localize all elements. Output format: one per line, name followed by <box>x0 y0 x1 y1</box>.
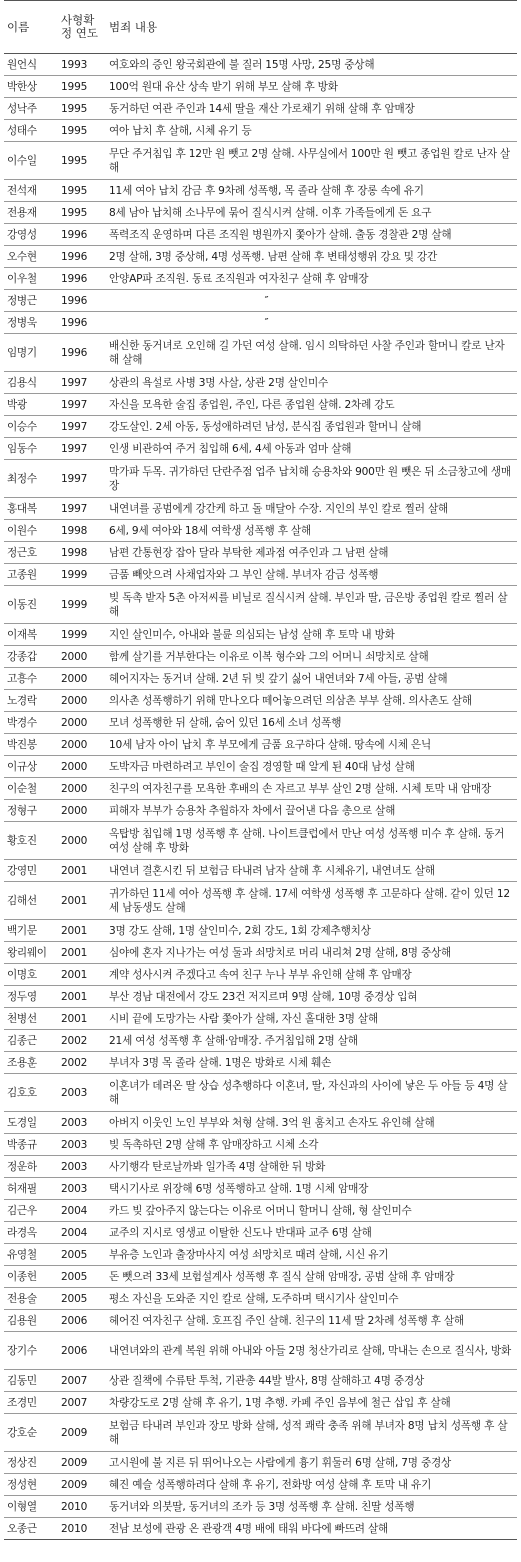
table-row <box>4 98 517 120</box>
table-row <box>4 334 517 372</box>
table-row <box>4 1112 517 1134</box>
cell-desc: 여호와의 증인 왕국회관에 불 질러 15명 사망, 25명 중상해 <box>106 54 517 76</box>
cell-desc: 빚 독촉하던 2명 살해 후 암매장하고 시체 소각 <box>106 1134 517 1156</box>
cell-name: 이순철 <box>4 778 58 800</box>
header-desc: 범죄 내용 <box>106 1 517 54</box>
cell-desc: 막가파 두목. 귀가하던 단란주점 업주 납치해 승용차와 900만 원 뺏은 뒤 소금창고에 생매장 <box>106 460 517 498</box>
table-row <box>4 1266 517 1288</box>
cell-name: 고흥수 <box>4 668 58 690</box>
cell-desc: 2명 살해, 3명 중상해, 4명 성폭행. 남편 살해 후 변태성행위 강요 및 강간 <box>106 246 517 268</box>
cell-desc: 아버지 이웃인 노인 부부와 처형 살해. 3억 원 훔치고 손자도 유인해 살해 <box>106 1112 517 1134</box>
cell-desc: 부녀자 3명 목 졸라 살해. 1명은 방화로 시체 훼손 <box>106 1052 517 1074</box>
cell-desc: 헤어진 여자친구 살해. 호프집 주인 살해. 친구의 11세 딸 2차례 성폭행 후 살해 <box>106 1310 517 1332</box>
table-row <box>4 920 517 942</box>
table-row <box>4 712 517 734</box>
cell-name: 김근우 <box>4 1200 58 1222</box>
table-row <box>4 1222 517 1244</box>
table-row <box>4 756 517 778</box>
cell-desc: 21세 여성 성폭행 후 살해·암매장. 주거침입해 2명 살해 <box>106 1030 517 1052</box>
cell-name: 이명호 <box>4 964 58 986</box>
cell-year: 1999 <box>58 586 106 624</box>
table-row <box>4 690 517 712</box>
cell-desc: 이혼녀가 데려온 딸 상습 성추행하다 이혼녀, 딸, 자신과의 사이에 낳은 두 아들 등 4명 살해 <box>106 1074 517 1112</box>
cell-name: 강호순 <box>4 1414 58 1452</box>
cell-desc: 보험금 타내려 부인과 장모 방화 살해, 성적 쾌락 충족 위해 부녀자 8명 납치 성폭행 후 살해 <box>106 1414 517 1452</box>
cell-year: 1996 <box>58 224 106 246</box>
cell-desc: 상관 질책에 수류탄 투척, 기관총 44발 발사, 8명 살해하고 4명 중경상 <box>106 1370 517 1392</box>
cell-name: 홍대복 <box>4 498 58 520</box>
cell-desc: 10세 남자 아이 납치 후 부모에게 금품 요구하다 살해. 땅속에 시체 은닉 <box>106 734 517 756</box>
cell-year: 2000 <box>58 756 106 778</box>
cell-name: 최정수 <box>4 460 58 498</box>
cell-year: 2009 <box>58 1452 106 1474</box>
cell-name: 도경일 <box>4 1112 58 1134</box>
cell-year: 2006 <box>58 1332 106 1370</box>
death-row-table-sheet <box>4 0 517 1540</box>
table-row <box>4 224 517 246</box>
table-row <box>4 520 517 542</box>
cell-desc: 도박자금 마련하려고 부인이 술집 경영할 때 알게 된 40대 남성 살해 <box>106 756 517 778</box>
cell-name: 이우철 <box>4 268 58 290</box>
cell-name: 정병욱 <box>4 312 58 334</box>
cell-name: 전용재 <box>4 202 58 224</box>
cell-year: 2003 <box>58 1112 106 1134</box>
cell-name: 박광 <box>4 394 58 416</box>
cell-year: 2000 <box>58 800 106 822</box>
table-row <box>4 268 517 290</box>
cell-year: 1995 <box>58 202 106 224</box>
table-row <box>4 646 517 668</box>
table-row <box>4 1332 517 1370</box>
cell-name: 정두영 <box>4 986 58 1008</box>
cell-name: 김용식 <box>4 372 58 394</box>
cell-name: 박종규 <box>4 1134 58 1156</box>
cell-desc: 강도살인. 2세 아동, 동성애하려던 남성, 분식집 종업원과 할머니 살해 <box>106 416 517 438</box>
cell-desc: 안양AP파 조직원. 동료 조직원과 여자친구 살해 후 암매장 <box>106 268 517 290</box>
cell-desc: 6세, 9세 여아와 18세 여학생 성폭행 후 살해 <box>106 520 517 542</box>
cell-name: 이재복 <box>4 624 58 646</box>
table-row <box>4 778 517 800</box>
cell-year: 2003 <box>58 1134 106 1156</box>
table-row <box>4 860 517 882</box>
table-row <box>4 1030 517 1052</box>
cell-year: 1997 <box>58 394 106 416</box>
cell-name: 김용원 <box>4 1310 58 1332</box>
cell-name: 정근호 <box>4 542 58 564</box>
cell-name: 전석재 <box>4 180 58 202</box>
cell-name: 김해선 <box>4 882 58 920</box>
cell-desc: 심야에 혼자 지나가는 여성 둘과 쇠망치로 머리 내리쳐 2명 살해, 8명 중상해 <box>106 942 517 964</box>
cell-year: 1997 <box>58 460 106 498</box>
cell-desc: 100억 원대 유산 상속 받기 위해 부모 살해 후 방화 <box>106 76 517 98</box>
cell-name: 라경옥 <box>4 1222 58 1244</box>
cell-name: 조경민 <box>4 1392 58 1414</box>
cell-year: 2001 <box>58 964 106 986</box>
table-row <box>4 1200 517 1222</box>
cell-desc: 돈 뺏으려 33세 보험설계사 성폭행 후 질식 살해 암매장, 공범 살해 후 암매장 <box>106 1266 517 1288</box>
cell-desc: 함께 살기를 거부한다는 이유로 이복 형수와 그의 어머니 쇠망치로 살해 <box>106 646 517 668</box>
cell-year: 1996 <box>58 334 106 372</box>
cell-desc: 헤어지자는 동거녀 살해. 2년 뒤 빚 갚기 싫어 내연녀와 7세 아들, 공범 살해 <box>106 668 517 690</box>
table-row <box>4 1008 517 1030</box>
cell-year: 2000 <box>58 712 106 734</box>
cell-name: 유영철 <box>4 1244 58 1266</box>
cell-name: 이종헌 <box>4 1266 58 1288</box>
table-row <box>4 964 517 986</box>
cell-name: 강영성 <box>4 224 58 246</box>
table-row <box>4 1178 517 1200</box>
cell-desc: 부산 경남 대전에서 강도 23건 저지르며 9명 살해, 10명 중경상 입혀 <box>106 986 517 1008</box>
cell-name: 정성현 <box>4 1474 58 1496</box>
cell-name: 고종원 <box>4 564 58 586</box>
table-row <box>4 668 517 690</box>
table-row <box>4 1134 517 1156</box>
table-row <box>4 586 517 624</box>
cell-desc: 내연녀 결혼시킨 뒤 보험금 타내려 남자 살해 후 시체유기, 내연녀도 살해 <box>106 860 517 882</box>
cell-desc: 3명 강도 살해, 1명 살인미수, 2회 강도, 1회 강제추행치상 <box>106 920 517 942</box>
cell-desc: 상관의 욕설로 사병 3명 사살, 상관 2명 살인미수 <box>106 372 517 394</box>
ditto-mark: ″ <box>264 316 269 329</box>
cell-desc: 8세 남아 납치해 소나무에 묶어 질식시켜 살해. 이후 가족들에게 돈 요구 <box>106 202 517 224</box>
cell-year: 2003 <box>58 1178 106 1200</box>
cell-name: 정상진 <box>4 1452 58 1474</box>
table-row <box>4 1496 517 1518</box>
cell-year: 2007 <box>58 1392 106 1414</box>
cell-name: 원언식 <box>4 54 58 76</box>
cell-desc: 의사촌 성폭행하기 위해 만나오다 떼어놓으려던 의삼촌 부부 살해. 의사촌도 살해 <box>106 690 517 712</box>
cell-desc <box>106 290 517 312</box>
cell-desc: 배신한 동거녀로 오인해 길 가던 여성 살해. 임시 의탁하던 사찰 주인과 할머니 칼로 난자해 살해 <box>106 334 517 372</box>
table-row <box>4 76 517 98</box>
cell-year: 2010 <box>58 1518 106 1540</box>
cell-desc: 지인 살인미수, 아내와 불륜 의심되는 남성 살해 후 토막 내 방화 <box>106 624 517 646</box>
cell-name: 성태수 <box>4 120 58 142</box>
cell-year: 1999 <box>58 564 106 586</box>
cell-year: 2000 <box>58 822 106 860</box>
cell-year: 2009 <box>58 1414 106 1452</box>
table-header <box>4 1 517 54</box>
table-row <box>4 986 517 1008</box>
cell-year: 2001 <box>58 920 106 942</box>
table-row <box>4 1074 517 1112</box>
cell-year: 2005 <box>58 1266 106 1288</box>
table-row <box>4 312 517 334</box>
cell-desc: 11세 여아 납치 감금 후 9차례 성폭행, 목 졸라 살해 후 장롱 속에 유기 <box>106 180 517 202</box>
cell-year: 1999 <box>58 624 106 646</box>
cell-year: 1997 <box>58 438 106 460</box>
table-row <box>4 1052 517 1074</box>
cell-desc: 내연녀와의 관계 복원 위해 아내와 아들 2명 청산가리로 살해, 막내는 손으로 질식사, 방화 <box>106 1332 517 1370</box>
cell-name: 박진봉 <box>4 734 58 756</box>
cell-name: 정병근 <box>4 290 58 312</box>
cell-desc: 피해자 부부가 승용차 추월하자 차에서 끌어낸 다음 총으로 살해 <box>106 800 517 822</box>
cell-desc: 금품 빼앗으려 사채업자와 그 부인 살해. 부녀자 감금 성폭행 <box>106 564 517 586</box>
cell-year: 2004 <box>58 1222 106 1244</box>
cell-name: 백기문 <box>4 920 58 942</box>
cell-name: 강종갑 <box>4 646 58 668</box>
cell-name: 허재필 <box>4 1178 58 1200</box>
cell-year: 2000 <box>58 668 106 690</box>
cell-desc: 빚 독촉 받자 5촌 아저씨를 비닐로 질식시켜 살해. 부인과 딸, 금은방 종업원 칼로 찔러 살해 <box>106 586 517 624</box>
table-row <box>4 246 517 268</box>
cell-year: 1995 <box>58 180 106 202</box>
table-row <box>4 1414 517 1452</box>
cell-desc: 사기행각 탄로날까봐 일가족 4명 살해한 뒤 방화 <box>106 1156 517 1178</box>
cell-year: 1995 <box>58 120 106 142</box>
cell-desc: 카드 빚 갚아주지 않는다는 이유로 어머니 할머니 살해, 형 살인미수 <box>106 1200 517 1222</box>
cell-year: 2002 <box>58 1030 106 1052</box>
cell-year: 2006 <box>58 1310 106 1332</box>
header-name: 이름 <box>4 1 58 54</box>
cell-name: 왕리웨이 <box>4 942 58 964</box>
cell-year: 1997 <box>58 498 106 520</box>
table-row <box>4 942 517 964</box>
cell-year: 2005 <box>58 1288 106 1310</box>
ditto-mark: ″ <box>264 294 269 307</box>
table-row <box>4 416 517 438</box>
cell-year: 1996 <box>58 312 106 334</box>
cell-desc: 교주의 지시로 영생교 이탈한 신도나 반대파 교주 6명 살해 <box>106 1222 517 1244</box>
cell-year: 2000 <box>58 778 106 800</box>
table-row <box>4 180 517 202</box>
death-row-table <box>4 0 517 1540</box>
cell-name: 이형열 <box>4 1496 58 1518</box>
table-row <box>4 438 517 460</box>
cell-year: 2003 <box>58 1074 106 1112</box>
table-row <box>4 564 517 586</box>
cell-name: 성낙주 <box>4 98 58 120</box>
cell-name: 김호호 <box>4 1074 58 1112</box>
cell-name: 김동민 <box>4 1370 58 1392</box>
header-row <box>4 1 517 54</box>
header-year: 사형확정 연도 <box>58 1 106 54</box>
cell-year: 2000 <box>58 646 106 668</box>
cell-desc: 시비 끝에 도망가는 사람 쫓아가 살해, 자신 홀대한 3명 살해 <box>106 1008 517 1030</box>
cell-name: 오종근 <box>4 1518 58 1540</box>
cell-name: 이원수 <box>4 520 58 542</box>
cell-name: 오수현 <box>4 246 58 268</box>
cell-year: 2001 <box>58 942 106 964</box>
table-row <box>4 142 517 180</box>
cell-year: 2010 <box>58 1496 106 1518</box>
table-row <box>4 1452 517 1474</box>
cell-desc: 친구의 여자친구를 모욕한 후배의 손 자르고 부부 살인 2명 살해. 시체 토막 내 암매장 <box>106 778 517 800</box>
cell-desc <box>106 312 517 334</box>
cell-year: 1998 <box>58 542 106 564</box>
cell-year: 1997 <box>58 416 106 438</box>
cell-desc: 계약 성사시켜 주겠다고 속여 친구 누나 부부 유인해 살해 후 암매장 <box>106 964 517 986</box>
cell-year: 1993 <box>58 54 106 76</box>
cell-desc: 평소 자신을 도와준 지인 칼로 살해, 도주하며 택시기사 살인미수 <box>106 1288 517 1310</box>
cell-desc: 택시기사로 위장해 6명 성폭행하고 살해. 1명 시체 암매장 <box>106 1178 517 1200</box>
cell-year: 1995 <box>58 76 106 98</box>
cell-desc: 차량강도로 2명 살해 후 유기, 1명 추행. 카페 주인 음부에 철근 삽입 후 살해 <box>106 1392 517 1414</box>
table-row <box>4 882 517 920</box>
table-row <box>4 1310 517 1332</box>
cell-name: 황호진 <box>4 822 58 860</box>
cell-year: 2005 <box>58 1244 106 1266</box>
cell-name: 전용술 <box>4 1288 58 1310</box>
table-body <box>4 54 517 1540</box>
table-row <box>4 202 517 224</box>
table-row <box>4 498 517 520</box>
table-row <box>4 800 517 822</box>
table-row <box>4 54 517 76</box>
table-row <box>4 1244 517 1266</box>
cell-desc: 동거하던 여관 주인과 14세 딸을 재산 가로채기 위해 살해 후 암매장 <box>106 98 517 120</box>
cell-year: 2000 <box>58 734 106 756</box>
table-row <box>4 290 517 312</box>
cell-year: 1996 <box>58 246 106 268</box>
table-row <box>4 394 517 416</box>
cell-desc: 귀가하던 11세 여아 성폭행 후 살해. 17세 여학생 성폭행 후 고문하다 살해. 같이 있던 12세 남동생도 살해 <box>106 882 517 920</box>
cell-name: 이수일 <box>4 142 58 180</box>
cell-desc: 동거녀와 의붓딸, 동거녀의 조카 등 3명 성폭행 후 살해. 친딸 성폭행 <box>106 1496 517 1518</box>
table-row <box>4 734 517 756</box>
cell-name: 강영민 <box>4 860 58 882</box>
cell-name: 임명기 <box>4 334 58 372</box>
table-row <box>4 624 517 646</box>
cell-year: 2001 <box>58 882 106 920</box>
cell-year: 2001 <box>58 1008 106 1030</box>
table-row <box>4 1474 517 1496</box>
cell-year: 1998 <box>58 520 106 542</box>
cell-desc: 무단 주거침입 후 12만 원 뺏고 2명 살해. 사무실에서 100만 원 뺏고 종업원 칼로 난자 살해 <box>106 142 517 180</box>
cell-desc: 내연녀를 공범에게 강간케 하고 돌 매달아 수장. 지인의 부인 칼로 찔러 살해 <box>106 498 517 520</box>
cell-year: 1995 <box>58 98 106 120</box>
cell-desc: 부유층 노인과 출장마사지 여성 쇠망치로 때려 살해, 시신 유기 <box>106 1244 517 1266</box>
cell-year: 2003 <box>58 1156 106 1178</box>
table-row <box>4 542 517 564</box>
cell-desc: 고시원에 불 지른 뒤 뛰어나오는 사람에게 흉기 휘둘러 6명 살해, 7명 중경상 <box>106 1452 517 1474</box>
cell-desc: 폭력조직 운영하며 다른 조직원 병원까지 쫓아가 살해. 출동 경찰관 2명 살해 <box>106 224 517 246</box>
cell-year: 2001 <box>58 860 106 882</box>
table-row <box>4 822 517 860</box>
table-row <box>4 120 517 142</box>
cell-name: 조용훈 <box>4 1052 58 1074</box>
cell-desc: 전남 보성에 관광 온 관광객 4명 배에 태워 바다에 빠뜨려 살해 <box>106 1518 517 1540</box>
cell-year: 1997 <box>58 372 106 394</box>
cell-desc: 인생 비관하여 주거 침입해 6세, 4세 아동과 엄마 살해 <box>106 438 517 460</box>
cell-name: 정형구 <box>4 800 58 822</box>
cell-desc: 여아 납치 후 살해, 시체 유기 등 <box>106 120 517 142</box>
cell-name: 천병선 <box>4 1008 58 1030</box>
cell-name: 김종근 <box>4 1030 58 1052</box>
cell-desc: 자신을 모욕한 술집 종업원, 주인, 다른 종업원 살해. 2차례 강도 <box>106 394 517 416</box>
cell-year: 2000 <box>58 690 106 712</box>
cell-desc: 혜진 예슬 성폭행하려다 살해 후 유기, 전화방 여성 살해 후 토막 내 유기 <box>106 1474 517 1496</box>
table-row <box>4 1370 517 1392</box>
cell-year: 2004 <box>58 1200 106 1222</box>
cell-name: 임동수 <box>4 438 58 460</box>
table-row <box>4 460 517 498</box>
cell-name: 노경락 <box>4 690 58 712</box>
cell-year: 1995 <box>58 142 106 180</box>
table-row <box>4 1392 517 1414</box>
table-row <box>4 372 517 394</box>
cell-desc: 옥탑방 침입해 1명 성폭행 후 살해. 나이트클럽에서 만난 여성 성폭행 미수 후 살해. 동거여성 살해 후 방화 <box>106 822 517 860</box>
table-row <box>4 1518 517 1540</box>
cell-desc: 모녀 성폭행한 뒤 살해, 숨어 있던 16세 소녀 성폭행 <box>106 712 517 734</box>
cell-year: 2009 <box>58 1474 106 1496</box>
table-row <box>4 1288 517 1310</box>
cell-year: 1996 <box>58 290 106 312</box>
cell-name: 이승수 <box>4 416 58 438</box>
cell-name: 이동진 <box>4 586 58 624</box>
cell-year: 1996 <box>58 268 106 290</box>
cell-name: 박한상 <box>4 76 58 98</box>
cell-desc: 남편 간통현장 잡아 달라 부탁한 제과점 여주인과 그 남편 살해 <box>106 542 517 564</box>
cell-name: 박경수 <box>4 712 58 734</box>
cell-year: 2007 <box>58 1370 106 1392</box>
cell-name: 장기수 <box>4 1332 58 1370</box>
cell-year: 2002 <box>58 1052 106 1074</box>
cell-name: 이규상 <box>4 756 58 778</box>
cell-year: 2001 <box>58 986 106 1008</box>
cell-name: 정운하 <box>4 1156 58 1178</box>
table-row <box>4 1156 517 1178</box>
